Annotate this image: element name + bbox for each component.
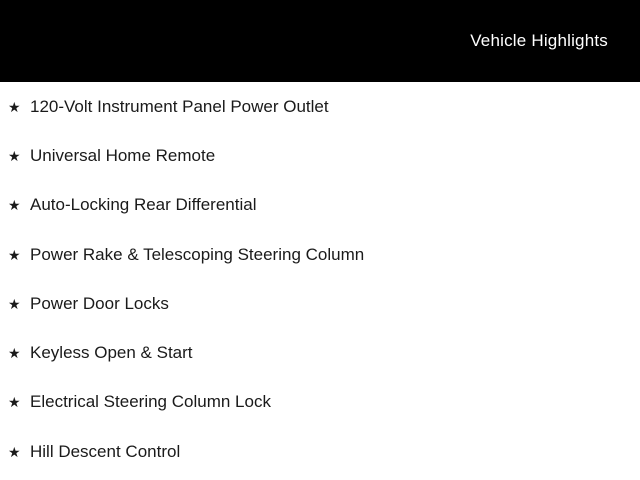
star-icon: ★ [8, 197, 21, 214]
feature-list [0, 82, 640, 476]
feature-label: Hill Descent Control [30, 441, 181, 461]
star-icon: ★ [8, 98, 21, 115]
list-item [0, 131, 640, 180]
feature-label: Keyless Open & Start [30, 343, 193, 363]
star-icon: ★ [8, 246, 21, 263]
feature-label: 120-Volt Instrument Panel Power Outlet [30, 96, 329, 116]
header-bar [0, 0, 640, 82]
list-item [0, 328, 640, 377]
list-item [0, 82, 640, 131]
list-item [0, 378, 640, 427]
star-icon: ★ [8, 345, 21, 362]
star-icon: ★ [8, 147, 21, 164]
feature-label: Electrical Steering Column Lock [30, 392, 271, 412]
feature-label: Universal Home Remote [30, 145, 216, 165]
star-icon: ★ [8, 443, 21, 460]
feature-label: Power Door Locks [30, 293, 169, 313]
feature-label: Power Rake & Telescoping Steering Column [30, 244, 365, 264]
star-icon: ★ [8, 394, 21, 411]
list-item [0, 427, 640, 476]
list-item [0, 279, 640, 328]
star-icon: ★ [8, 295, 21, 312]
list-item [0, 230, 640, 279]
list-item [0, 181, 640, 230]
feature-label: Auto-Locking Rear Differential [30, 195, 257, 215]
page-title: Vehicle Highlights [470, 31, 608, 50]
